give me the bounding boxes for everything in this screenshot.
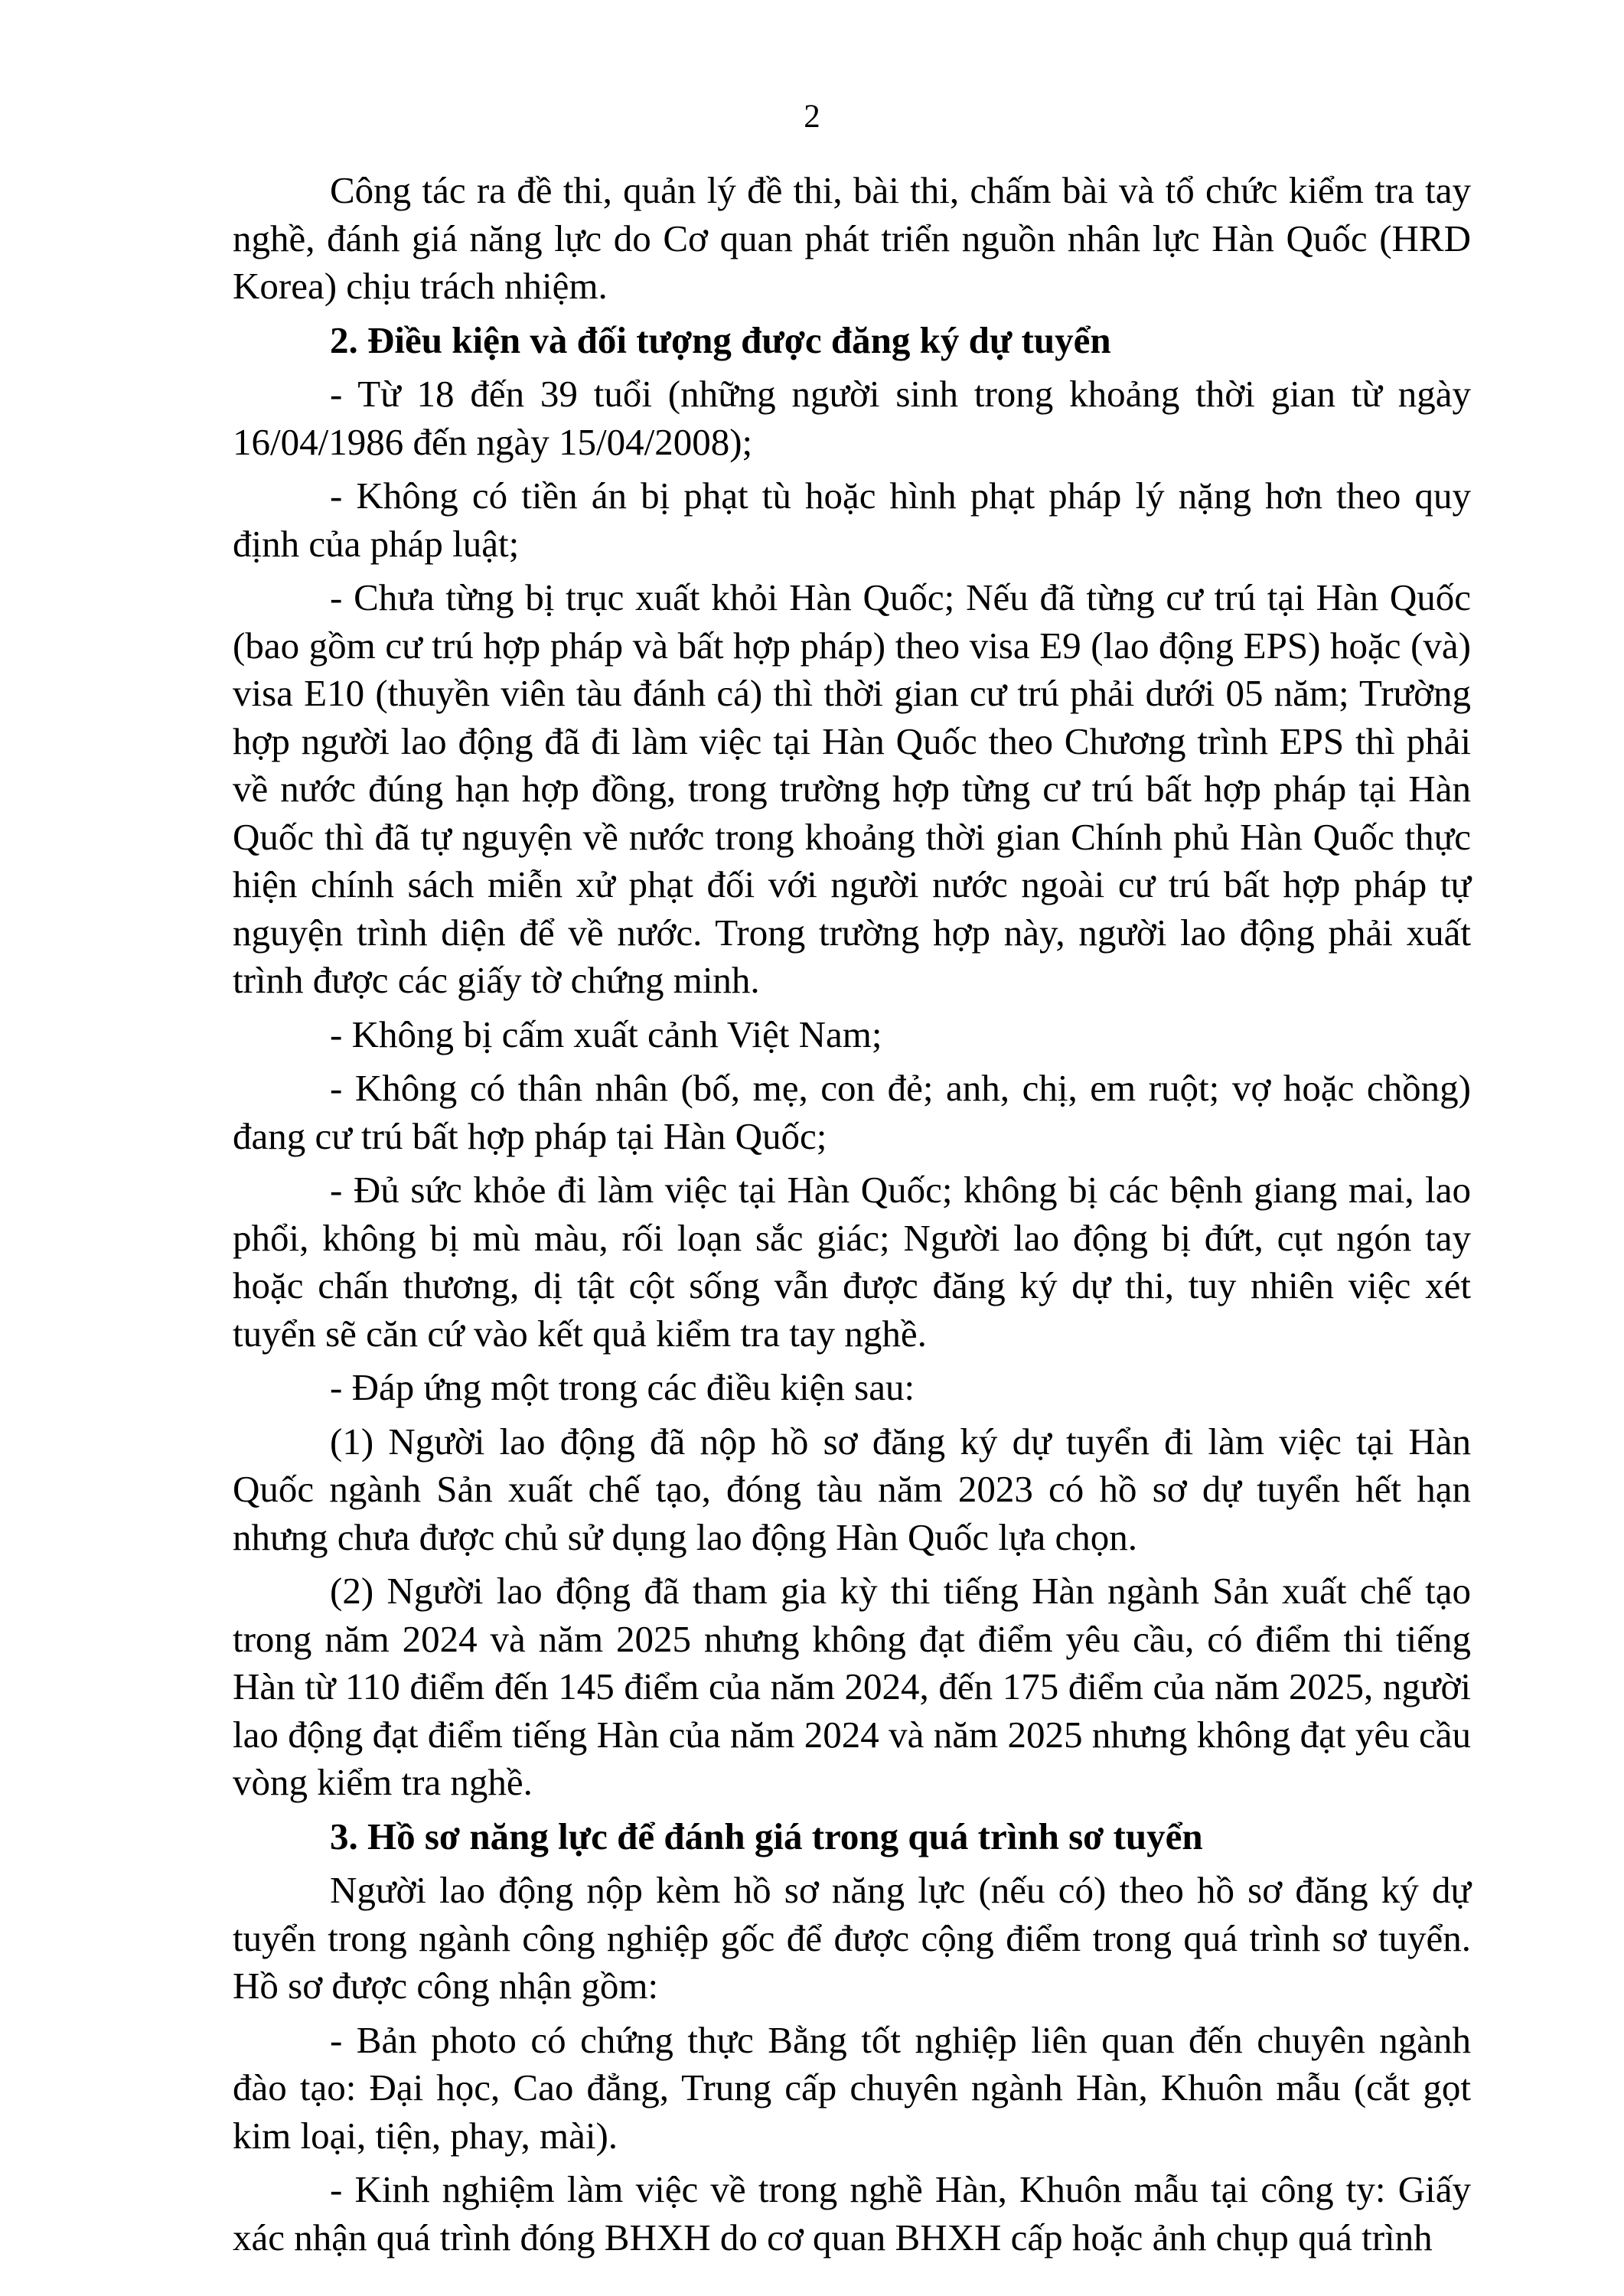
paragraph-intro: Công tác ra đề thi, quản lý đề thi, bài thi, chấm bài và tổ chức kiểm tra tay nghề, đánh giá năng lực do Cơ quan phát triển nguồn nhân lực Hàn Quốc (HRD Korea) chịu trách nhiệm. <box>233 169 1471 307</box>
condition-exit-ban: - Không bị cấm xuất cảnh Việt Nam; <box>330 1013 882 1055</box>
document-body <box>233 167 1471 2268</box>
page-number: 2 <box>804 99 820 135</box>
paragraph-competence-intro: Người lao động nộp kèm hồ sơ năng lực (nếu có) theo hồ sơ đăng ký dự tuyển trong ngành công nghiệp gốc để được cộng điểm trong quá trình sơ tuyển. Hồ sơ được công nhận gồm: <box>233 1869 1471 2007</box>
condition-option-1: (1) Người lao động đã nộp hồ sơ đăng ký dự tuyển đi làm việc tại Hàn Quốc ngành Sản xuất chế tạo, đóng tàu năm 2023 có hồ sơ dự tuyển hết hạn nhưng chưa được chủ sử dụng lao động Hàn Quốc lựa chọn. <box>233 1420 1471 1558</box>
condition-relatives: - Không có thân nhân (bố, mẹ, con đẻ; anh, chị, em ruột; vợ hoặc chồng) đang cư trú bất hợp pháp tại Hàn Quốc; <box>233 1067 1471 1157</box>
condition-deportation: - Chưa từng bị trục xuất khỏi Hàn Quốc; Nếu đã từng cư trú tại Hàn Quốc (bao gồm cư trú hợp pháp và bất hợp pháp) theo visa E9 (lao động EPS) hoặc (và) visa E10 (thuyền viên tàu đánh cá) thì thời gian cư trú phải dưới 05 năm; Trường hợp người lao động đã đi làm việc tại Hàn Quốc theo Chương trình EPS thì phải về nước đúng hạn hợp đồng, trong trường hợp từng cư trú bất hợp pháp tại Hàn Quốc thì đã tự nguyện về nước trong khoảng thời gian Chính phủ Hàn Quốc thực hiện chính sách miễn xử phạt đối với người nước ngoài cư trú bất hợp pháp tự nguyện trình diện để về nước. Trong trường hợp này, người lao động phải xuất trình được các giấy tờ chứng minh. <box>233 576 1471 1001</box>
condition-health: - Đủ sức khỏe đi làm việc tại Hàn Quốc; không bị các bệnh giang mai, lao phổi, không bị mù màu, rối loạn sắc giác; Người lao động bị đứt, cụt ngón tay hoặc chấn thương, dị tật cột sống vẫn được đăng ký dự thi, tuy nhiên việc xét tuyển sẽ căn cứ vào kết quả kiểm tra tay nghề. <box>233 1169 1471 1355</box>
section-heading-3: 3. Hồ sơ năng lực để đánh giá trong quá trình sơ tuyển <box>330 1815 1203 1857</box>
condition-criminal-record: - Không có tiền án bị phạt tù hoặc hình phạt pháp lý nặng hơn theo quy định của pháp luật; <box>233 475 1471 565</box>
competence-experience: - Kinh nghiệm làm việc về trong nghề Hàn, Khuôn mẫu tại công ty: Giấy xác nhận quá trình đóng BHXH do cơ quan BHXH cấp hoặc ảnh chụp quá trình <box>233 2168 1471 2258</box>
section-heading-2: 2. Điều kiện và đối tượng được đăng ký dự tuyển <box>330 318 1111 361</box>
competence-diploma: - Bản photo có chứng thực Bằng tốt nghiệp liên quan đến chuyên ngành đào tạo: Đại học, Cao đẳng, Trung cấp chuyên ngành Hàn, Khuôn mẫu (cắt gọt kim loại, tiện, phay, mài). <box>233 2018 1471 2157</box>
condition-one-of: - Đáp ứng một trong các điều kiện sau: <box>330 1366 915 1408</box>
condition-option-2: (2) Người lao động đã tham gia kỳ thi tiếng Hàn ngành Sản xuất chế tạo trong năm 2024 và năm 2025 nhưng không đạt điểm yêu cầu, có điểm thi tiếng Hàn từ 110 điểm đến 145 điểm của năm 2024, đến 175 điểm của năm 2025, người lao động đạt điểm tiếng Hàn của năm 2024 và năm 2025 nhưng không đạt yêu cầu vòng kiểm tra nghề. <box>233 1570 1471 1803</box>
condition-age: - Từ 18 đến 39 tuổi (những người sinh trong khoảng thời gian từ ngày 16/04/1986 đến ngày 15/04/2008); <box>233 373 1471 463</box>
